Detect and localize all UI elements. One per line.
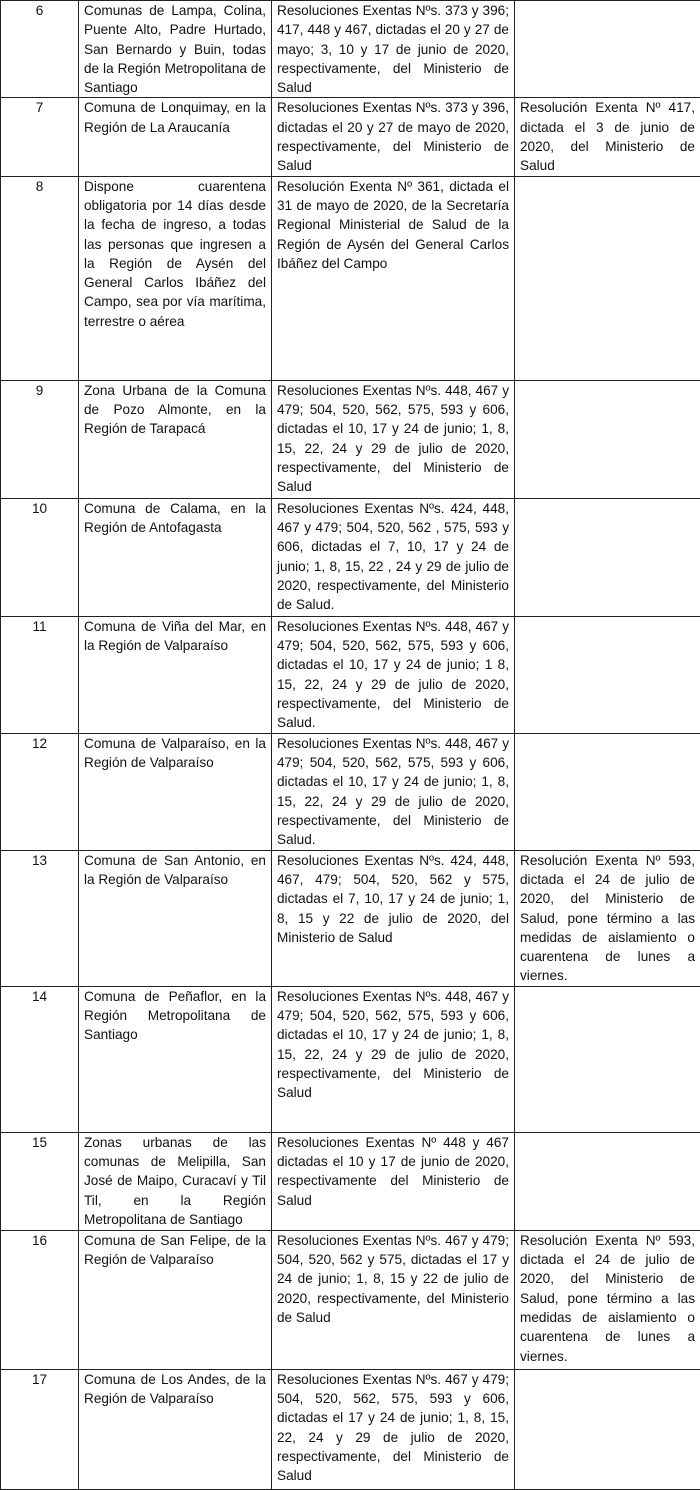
notas-cell (515, 616, 700, 733)
area-cell: Comuna de San Felipe, de la Región de Valparaíso (79, 1230, 272, 1369)
area-cell: Comuna de Peñaflor, en la Región Metropolitana de Santiago (79, 986, 272, 1132)
resoluciones-cell: Resoluciones Exentas Nº 448 y 467 dictadas el 10 y 17 de junio de 2020, respectivamente del Ministerio de Salud (272, 1132, 515, 1230)
table-row (1, 1369, 700, 1489)
notas-cell (515, 1, 700, 98)
row-number: 6 (1, 1, 79, 98)
notas-cell (515, 733, 700, 850)
table-row (1, 1230, 700, 1369)
row-number: 10 (1, 498, 79, 616)
notas-cell (515, 1132, 700, 1230)
notas-cell (515, 986, 700, 1132)
resoluciones-cell: Resoluciones Exentas Nºs. 448, 467 y 479; 504, 520, 562, 575, 593 y 606, dictadas el 10, 17 y 24 de junio; 1 8, 15, 22, 24 y 29 de julio de 2020, respectivamente, del Ministerio de Salud. (272, 616, 515, 733)
row-number: 7 (1, 98, 79, 176)
notas-cell (515, 1369, 700, 1489)
area-cell: Comuna de Los Andes, de la Región de Valparaíso (79, 1369, 272, 1489)
table-row (1, 176, 700, 380)
row-number: 8 (1, 176, 79, 380)
area-cell: Comuna de San Antonio, en la Región de Valparaíso (79, 850, 272, 986)
table-row (1, 986, 700, 1132)
row-number: 11 (1, 616, 79, 733)
resoluciones-cell: Resoluciones Exentas Nºs. 448, 467 y 479; 504, 520, 562, 575, 593 y 606, dictadas el 10, 17 y 24 de junio; 1, 8, 15, 22, 24 y 29 de julio de 2020, respectivamente, del Ministerio de Salud (272, 986, 515, 1132)
resoluciones-cell: Resoluciones Exentas Nºs. 467 y 479; 504, 520, 562 y 575, dictadas el 17 y 24 de junio; 1, 8, 15 y 22 de julio de 2020, respectivamente, del Ministerio de Salud (272, 1230, 515, 1369)
resoluciones-cell: Resoluciones Exentas Nºs. 448, 467 y 479; 504, 520, 562, 575, 593 y 606, dictadas el 10, 17 y 24 de junio; 1, 8, 15, 22, 24 y 29 de julio de 2020, respectivamente, del Ministerio de Salud. (272, 733, 515, 850)
area-cell: Comunas de Lampa, Colina, Puente Alto, Padre Hurtado, San Bernardo y Buin, todas de la Región Metropolitana de Santiago (79, 1, 272, 98)
row-number: 15 (1, 1132, 79, 1230)
area-cell: Comuna de Calama, en la Región de Antofagasta (79, 498, 272, 616)
table-row (1, 98, 700, 176)
row-number: 17 (1, 1369, 79, 1489)
table-row (1, 498, 700, 616)
notas-cell: Resolución Exenta Nº 593, dictada el 24 de julio de 2020, del Ministerio de Salud, pone término a las medidas de aislamiento o cuarentena de lunes a viernes. (515, 1230, 700, 1369)
area-cell: Comuna de Lonquimay, en la Región de La Araucanía (79, 98, 272, 176)
notas-cell: Resolución Exenta Nº 417, dictada el 3 de junio de 2020, del Ministerio de Salud (515, 98, 700, 176)
resoluciones-cell: Resoluciones Exentas Nºs. 424, 448, 467, 479; 504, 520, 562 y 575, dictadas el 7, 10, 17 y 24 de junio; 1, 8, 15 y 22 de julio de 2020, del Ministerio de Salud (272, 850, 515, 986)
resoluciones-cell: Resoluciones Exentas Nºs. 467 y 479; 504, 520, 562, 575, 593 y 606, dictadas el 17 y 24 de junio; 1, 8, 15, 22, 24 y 29 de julio de 2020, respectivamente, del Ministerio de Salud (272, 1369, 515, 1489)
notas-cell: Resolución Exenta Nº 593, dictada el 24 de julio de 2020, del Ministerio de Salud, pone término a las medidas de aislamiento o cuarentena de lunes a viernes. (515, 850, 700, 986)
area-cell: Zonas urbanas de las comunas de Melipilla, San José de Maipo, Curacaví y Til Til, en la Región Metropolitana de Santiago (79, 1132, 272, 1230)
notas-cell (515, 176, 700, 380)
area-cell: Comuna de Valparaíso, en la Región de Valparaíso (79, 733, 272, 850)
table-row (1, 1, 700, 98)
area-cell: Zona Urbana de la Comuna de Pozo Almonte, en la Región de Tarapacá (79, 380, 272, 498)
table-row (1, 616, 700, 733)
row-number: 9 (1, 380, 79, 498)
row-number: 14 (1, 986, 79, 1132)
resoluciones-cell: Resoluciones Exentas Nºs. 373 y 396, dictadas el 20 y 27 de mayo de 2020, respectivamente, del Ministerio de Salud (272, 98, 515, 176)
table-row (1, 733, 700, 850)
notas-cell (515, 380, 700, 498)
resoluciones-cell: Resoluciones Exentas Nºs. 424, 448, 467 y 479; 504, 520, 562 , 575, 593 y 606, dictadas el 7, 10, 17 y 24 de junio; 1, 8, 15, 22 , 24 y 29 de julio de 2020, respectivamente, del Ministerio de Salud. (272, 498, 515, 616)
resoluciones-cell: Resoluciones Exentas Nºs. 373 y 396; 417, 448 y 467, dictadas el 20 y 27 de mayo; 3, 10 y 17 de junio de 2020, respectivamente, del Ministerio de Salud (272, 1, 515, 98)
table-row (1, 1132, 700, 1230)
row-number: 13 (1, 850, 79, 986)
resoluciones-cell: Resolución Exenta Nº 361, dictada el 31 de mayo de 2020, de la Secretaría Regional Ministerial de Salud de la Región de Aysén del General Carlos Ibáñez del Campo (272, 176, 515, 380)
area-cell: Dispone cuarentena obligatoria por 14 días desde la fecha de ingreso, a todas las personas que ingresen a la Región de Aysén del General Carlos Ibáñez del Campo, sea por vía marítima, terrestre o aérea (79, 176, 272, 380)
table-row (1, 380, 700, 498)
area-cell: Comuna de Viña del Mar, en la Región de Valparaíso (79, 616, 272, 733)
notas-cell (515, 498, 700, 616)
table-body (1, 1, 700, 1490)
table-row (1, 850, 700, 986)
resoluciones-cell: Resoluciones Exentas Nºs. 448, 467 y 479; 504, 520, 562, 575, 593 y 606, dictadas el 10, 17 y 24 de junio; 1, 8, 15, 22, 24 y 29 de julio de 2020, respectivamente, del Ministerio de Salud (272, 380, 515, 498)
row-number: 16 (1, 1230, 79, 1369)
row-number: 12 (1, 733, 79, 850)
